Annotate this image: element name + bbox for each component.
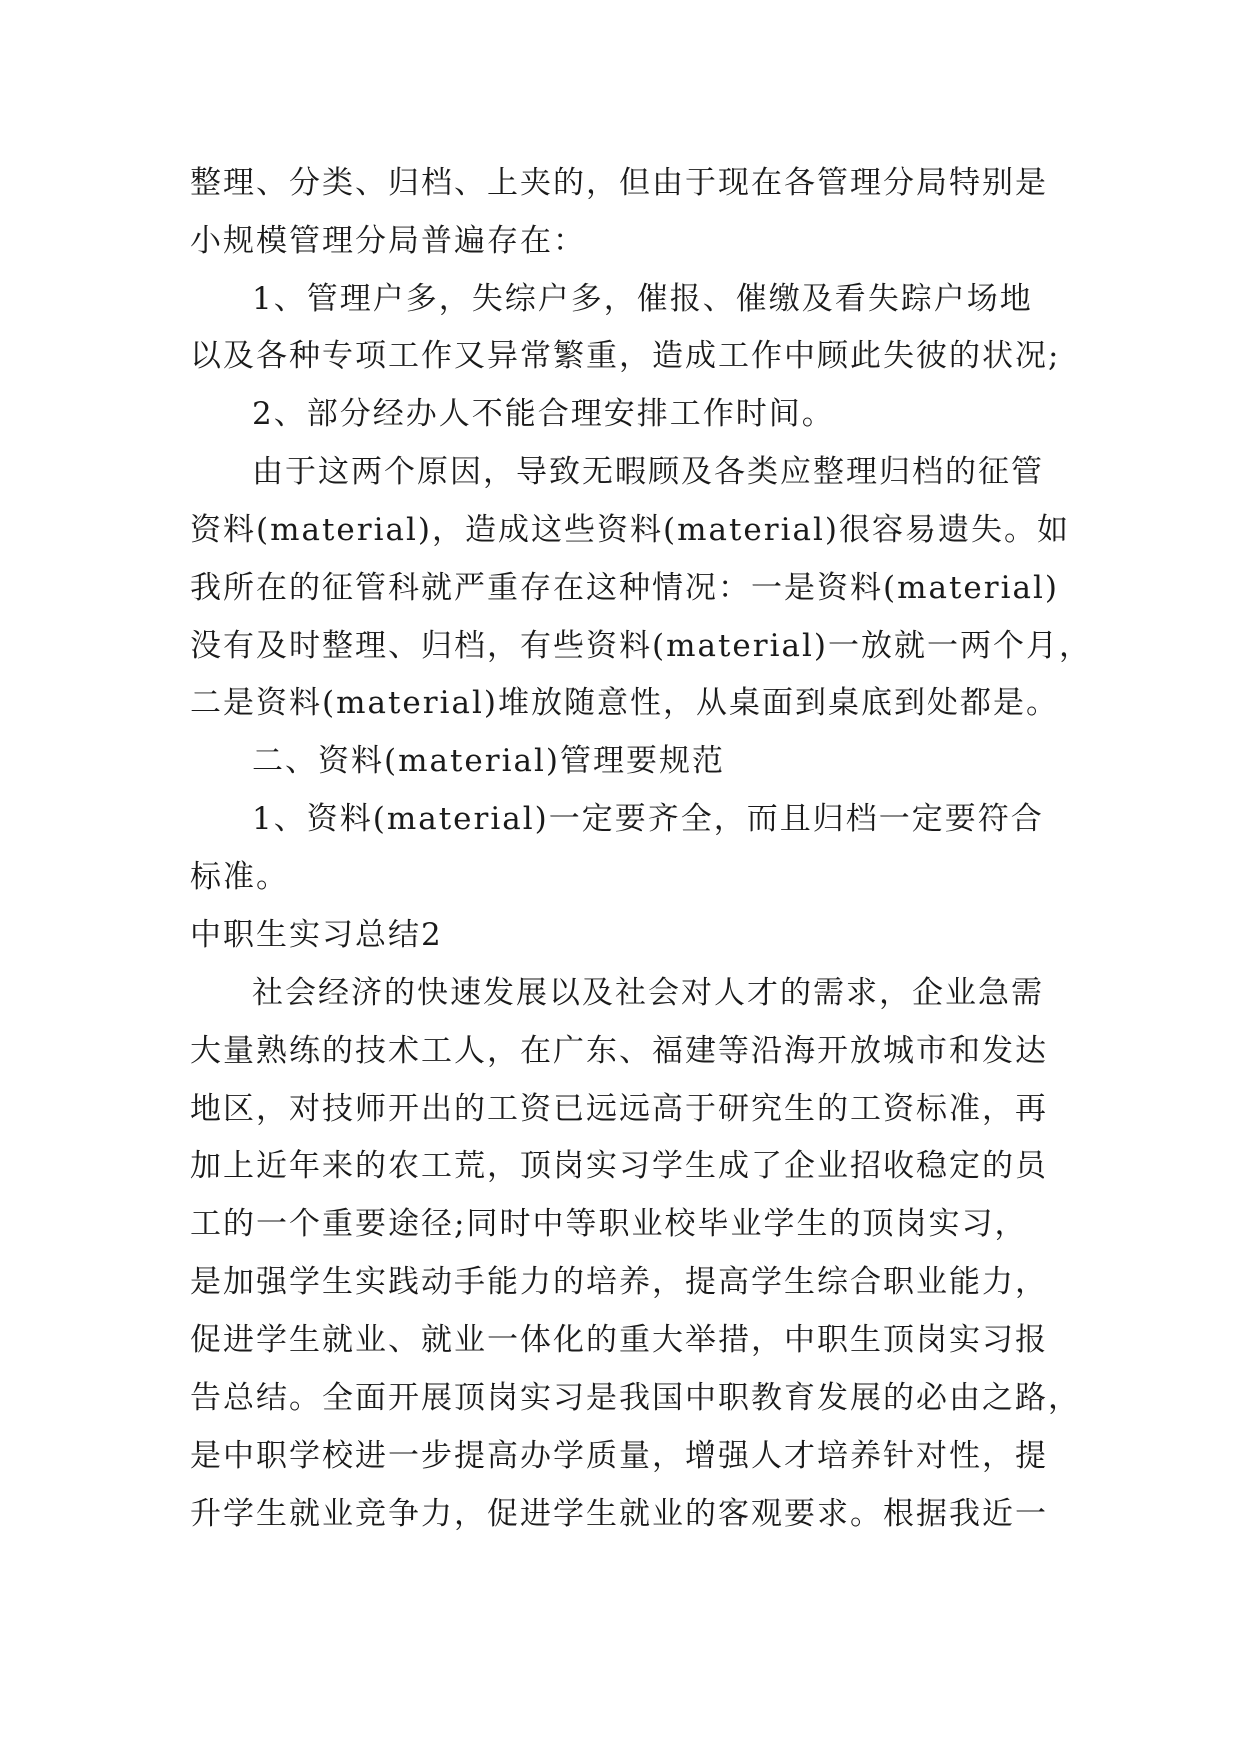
text-line: 地区，对技师开出的工资已远远高于研究生的工资标准，再 (190, 1091, 1048, 1127)
text-line: 大量熟练的技术工人，在广东、福建等沿海开放城市和发达 (190, 1033, 1048, 1069)
text-line: 1、资料(material)一定要齐全，而且归档一定要符合 (252, 801, 1044, 837)
section-title: 中职生实习总结2 (190, 917, 443, 953)
text-line: 社会经济的快速发展以及社会对人才的需求，企业急需 (252, 975, 1044, 1011)
text-line: 1、管理户多，失综户多，催报、催缴及看失踪户场地 (252, 281, 1033, 317)
text-line: 升学生就业竞争力，促进学生就业的客观要求。根据我近一 (190, 1496, 1048, 1532)
text-line: 是中职学校进一步提高办学质量，增强人才培养针对性，提 (190, 1438, 1048, 1474)
text-line: 二是资料(material)堆放随意性，从桌面到桌底到处都是。 (190, 685, 1059, 721)
text-line: 我所在的征管科就严重存在这种情况：一是资料(material) (190, 570, 1059, 606)
text-line: 资料(material)，造成这些资料(material)很容易遗失。如 (190, 512, 1070, 548)
text-line: 整理、分类、归档、上夹的，但由于现在各管理分局特别是 (190, 165, 1048, 201)
section-heading: 二、资料(material)管理要规范 (252, 743, 725, 779)
text-line: 促进学生就业、就业一体化的重大举措，中职生顶岗实习报 (190, 1322, 1048, 1358)
text-line: 小规模管理分局普遍存在： (190, 223, 586, 259)
text-line: 工的一个重要途径;同时中等职业校毕业学生的顶岗实习， (190, 1206, 1028, 1242)
text-line: 加上近年来的农工荒，顶岗实习学生成了企业招收稳定的员 (190, 1148, 1048, 1184)
text-line: 是加强学生实践动手能力的培养，提高学生综合职业能力， (190, 1264, 1048, 1300)
text-line: 2、部分经办人不能合理安排工作时间。 (252, 396, 835, 432)
text-line: 没有及时整理、归档，有些资料(material)一放就一两个月， (190, 628, 1092, 664)
text-line: 标准。 (190, 859, 289, 895)
text-line: 由于这两个原因，导致无暇顾及各类应整理归档的征管 (252, 454, 1044, 490)
text-line: 告总结。全面开展顶岗实习是我国中职教育发展的必由之路， (190, 1380, 1081, 1416)
text-line: 以及各种专项工作又异常繁重，造成工作中顾此失彼的状况; (190, 338, 1061, 374)
